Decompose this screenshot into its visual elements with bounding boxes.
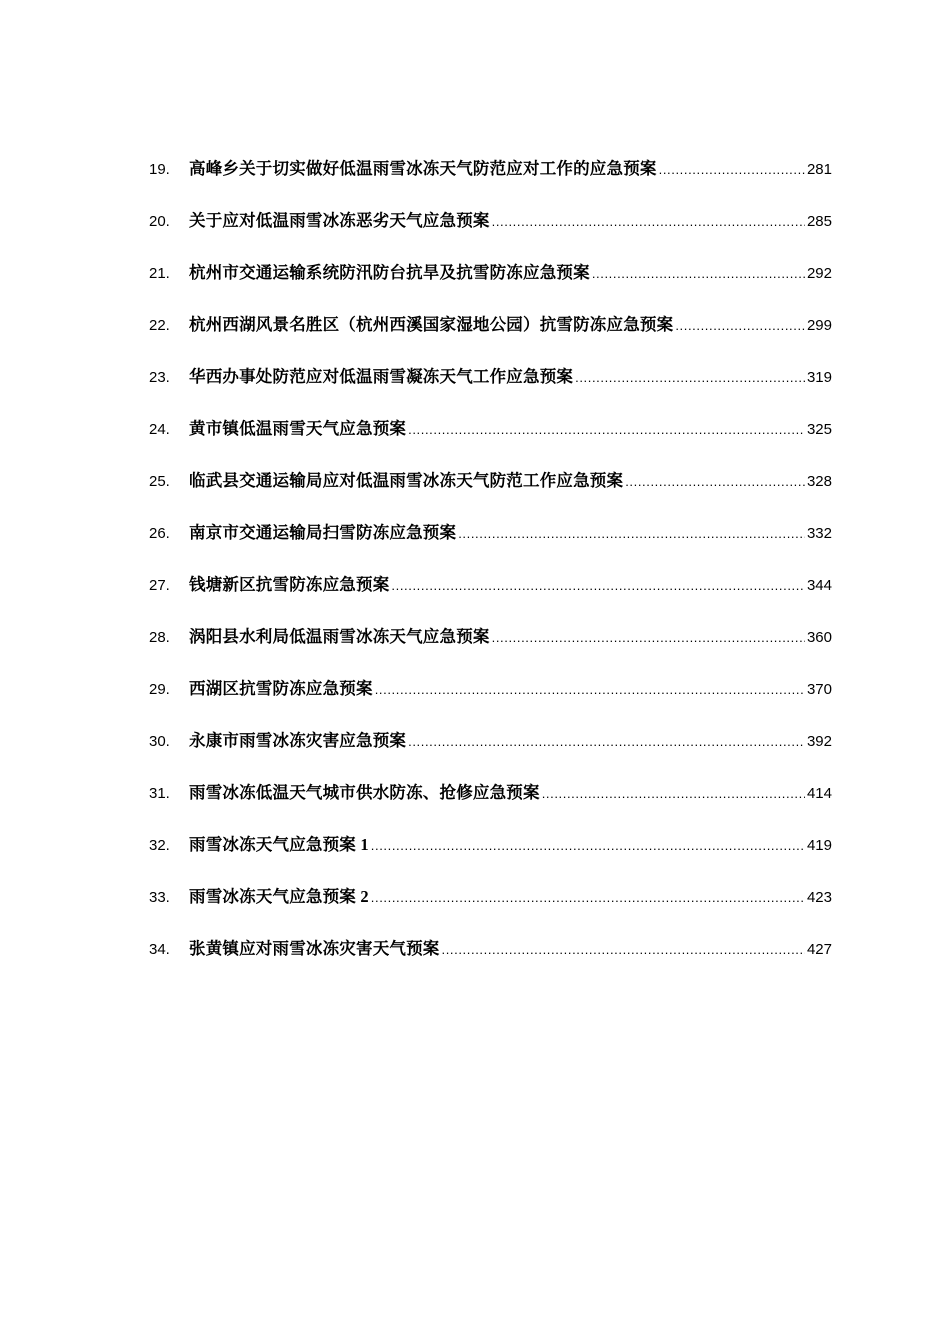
dot-leader [492,622,805,654]
toc-entry[interactable] [149,257,832,309]
toc-entry-title: 雨雪冰冻低温天气城市供水防冻、抢修应急预案 [189,783,540,802]
toc-entry-page-number: 328 [806,473,832,490]
toc-entry[interactable] [149,309,832,361]
toc-entry-number: 29. [149,681,170,698]
toc-entry-number: 19. [149,161,170,178]
toc-entry-number: 34. [149,941,170,958]
dot-leader [371,830,805,862]
toc-entry-number: 20. [149,213,170,230]
toc-entry[interactable] [149,517,832,569]
toc-entry-title: 黄市镇低温雨雪天气应急预案 [189,419,407,438]
toc-entry[interactable] [149,725,832,777]
toc-entry[interactable] [149,933,832,985]
toc-entry-number: 25. [149,473,170,490]
toc-entry-title: 永康市雨雪冰冻灾害应急预案 [189,731,407,750]
toc-entry-number: 21. [149,265,170,282]
toc-entry-title: 杭州市交通运输系统防汛防台抗旱及抗雪防冻应急预案 [189,263,590,282]
table-of-contents [149,153,832,985]
toc-entry-page-number: 285 [806,213,832,230]
dot-leader [625,466,805,498]
dot-leader [675,310,805,342]
toc-entry-page-number: 360 [806,629,832,646]
toc-entry-title: 临武县交通运输局应对低温雨雪冰冻天气防范工作应急预案 [189,471,624,490]
toc-entry-number: 30. [149,733,170,750]
dot-leader [492,206,805,238]
toc-entry-page-number: 325 [806,421,832,438]
toc-entry-page-number: 281 [806,161,832,178]
toc-entry-title: 南京市交通运输局扫雪防冻应急预案 [189,523,457,542]
toc-entry-number: 27. [149,577,170,594]
toc-entry[interactable] [149,465,832,517]
toc-entry[interactable] [149,881,832,933]
toc-entry-title: 华西办事处防范应对低温雨雪凝冻天气工作应急预案 [189,367,574,386]
toc-entry-title: 涡阳县水利局低温雨雪冰冻天气应急预案 [189,627,490,646]
dot-leader [442,934,805,966]
toc-entry-title: 西湖区抗雪防冻应急预案 [189,679,373,698]
dot-leader [659,154,805,186]
toc-entry-page-number: 292 [806,265,832,282]
toc-entry[interactable] [149,777,832,829]
toc-entry-number: 26. [149,525,170,542]
toc-entry-title: 雨雪冰冻天气应急预案 1 [189,835,369,854]
toc-entry-number: 32. [149,837,170,854]
dot-leader [458,518,805,550]
dot-leader [375,674,805,706]
dot-leader [592,258,805,290]
toc-entry[interactable] [149,153,832,205]
toc-entry-page-number: 319 [806,369,832,386]
toc-entry-number: 28. [149,629,170,646]
toc-entry[interactable] [149,829,832,881]
dot-leader [408,726,805,758]
toc-entry-page-number: 414 [806,785,832,802]
toc-entry-page-number: 392 [806,733,832,750]
toc-entry-page-number: 423 [806,889,832,906]
toc-entry-title: 张黄镇应对雨雪冰冻灾害天气预案 [189,939,440,958]
toc-entry-page-number: 427 [806,941,832,958]
dot-leader [391,570,805,602]
dot-leader [408,414,805,446]
toc-entry[interactable] [149,361,832,413]
toc-entry-page-number: 370 [806,681,832,698]
toc-entry-title: 钱塘新区抗雪防冻应急预案 [189,575,390,594]
toc-entry-number: 23. [149,369,170,386]
toc-entry-number: 31. [149,785,170,802]
toc-entry[interactable] [149,673,832,725]
toc-entry-page-number: 332 [806,525,832,542]
dot-leader [542,778,805,810]
toc-entry-number: 24. [149,421,170,438]
toc-entry-title: 杭州西湖风景名胜区（杭州西溪国家湿地公园）抗雪防冻应急预案 [189,315,674,334]
toc-entry-page-number: 299 [806,317,832,334]
toc-entry[interactable] [149,621,832,673]
toc-entry-title: 高峰乡关于切实做好低温雨雪冰冻天气防范应对工作的应急预案 [189,159,657,178]
toc-entry-title: 关于应对低温雨雪冰冻恶劣天气应急预案 [189,211,490,230]
dot-leader [575,362,805,394]
toc-entry-page-number: 419 [806,837,832,854]
toc-entry[interactable] [149,569,832,621]
toc-entry-page-number: 344 [806,577,832,594]
toc-entry-title: 雨雪冰冻天气应急预案 2 [189,887,369,906]
toc-entry-number: 33. [149,889,170,906]
toc-entry[interactable] [149,413,832,465]
toc-entry-number: 22. [149,317,170,334]
dot-leader [371,882,805,914]
toc-entry[interactable] [149,205,832,257]
